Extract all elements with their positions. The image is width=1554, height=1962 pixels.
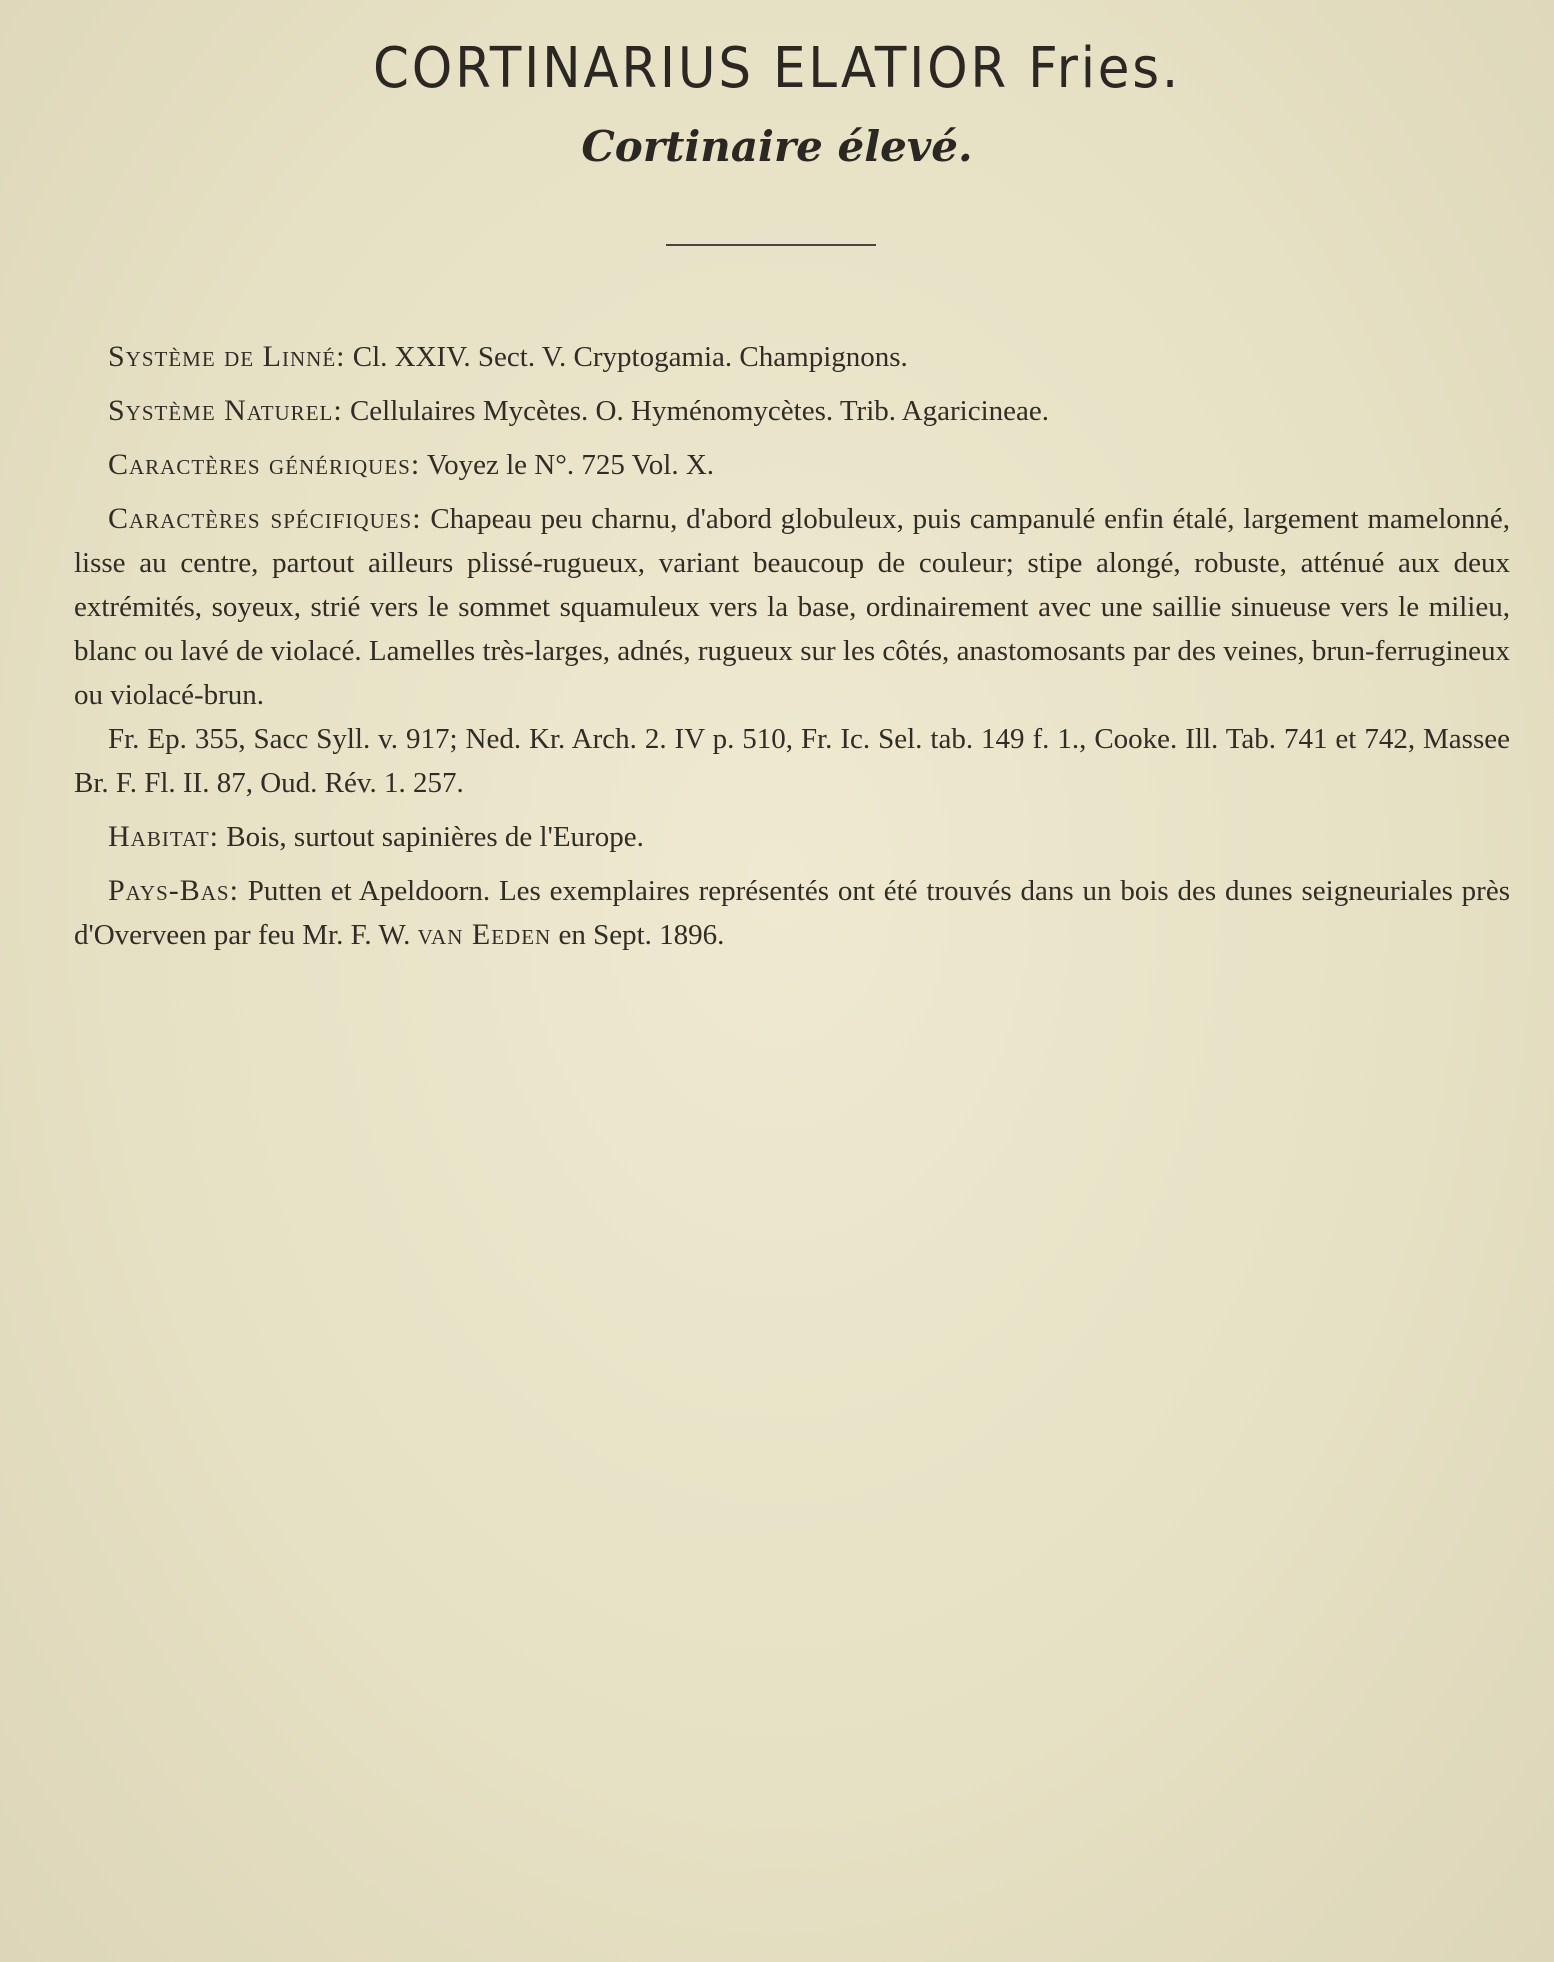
entry-text: Cellulaires Mycètes. O. Hyménomycètes. Trib. Agaricineae.	[349, 395, 1049, 427]
entry-label: Système Naturel:	[108, 394, 343, 427]
entry-text: Cl. XXIV. Sect. V. Cryptogamia. Champignons.	[352, 341, 908, 373]
entry-text: Bois, surtout sapinières de l'Europe.	[226, 821, 644, 853]
collector-name: van Eeden	[417, 918, 552, 951]
entry-text: Putten et Apeldoorn. Les exemplaires représentés ont été trouvés dans un bois des dunes seigneuriales près d'Overveen par feu Mr. F. W.	[74, 875, 1510, 951]
entry-text: Voyez le N°. 725 Vol. X.	[426, 449, 715, 481]
divider	[666, 244, 876, 246]
entry-label: Habitat:	[108, 820, 219, 853]
entry-label: Système de Linné:	[108, 340, 346, 373]
entry-label: Pays-Bas:	[108, 874, 239, 907]
entry-text: Chapeau peu charnu, d'abord globuleux, puis campanulé enfin étalé, largement mamelonné, lisse au centre, partout ailleurs plissé-rugueux, variant beaucoup de couleur; stipe alongé, robuste, atténué aux deux extrémités, soyeux, strié vers le sommet squamuleux vers la base, ordinairement avec une saillie sinueuse vers le milieu, blanc ou lavé de violacé. Lamelles très-larges, adnés, rugueux sur les côtés, anastomosants par des veines, brun-ferrugineux ou violacé-brun.	[74, 503, 1511, 711]
entry-caracteres-generiques	[74, 443, 1510, 487]
references: Fr. Ep. 355, Sacc Syll. v. 917; Ned. Kr. Arch. 2. IV p. 510, Fr. Ic. Sel. tab. 149 f. 1., Cooke. Ill. Tab. 741 et 742, Massee Br. F. Fl. II. 87, Oud. Rév. 1. 257.	[74, 723, 1510, 799]
entry-pays-bas	[74, 869, 1510, 957]
entry-systeme-linne	[74, 335, 1510, 379]
page-title: CORTINARIUS ELATIOR Fries.	[373, 36, 1181, 101]
entry-habitat	[74, 815, 1510, 859]
page-subtitle: Cortinaire élevé.	[581, 122, 973, 171]
entry-label: Caractères génériques:	[108, 448, 421, 481]
document-body	[74, 335, 1510, 967]
entry-text-end: en Sept. 1896.	[558, 919, 725, 951]
entry-systeme-naturel	[74, 389, 1510, 433]
entry-caracteres-specifiques	[74, 497, 1510, 717]
entry-label: Caractères spécifiques:	[108, 502, 422, 535]
